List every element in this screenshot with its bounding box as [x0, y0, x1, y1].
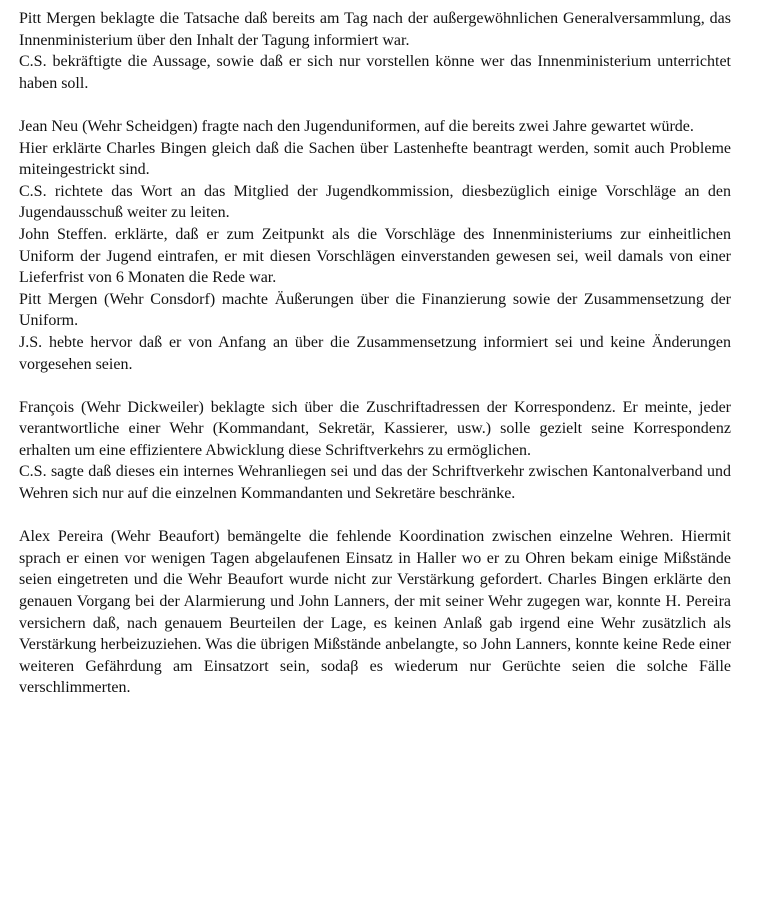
section-korrespondenz [19, 397, 731, 505]
paragraph-gap [19, 94, 731, 116]
paragraph: Pitt Mergen (Wehr Consdorf) machte Äußerungen über die Finanzierung sowie der Zusammensetzung der Uniform. [19, 290, 731, 330]
section-koordination [19, 526, 731, 699]
section-jugenduniformen [19, 116, 731, 375]
paragraph: Pitt Mergen beklagte die Tatsache daß bereits am Tag nach der außergewöhnlichen Generalversammlung, das Innenministerium über den Inhalt der Tagung informiert war. [19, 10, 731, 49]
section-innenministerium [19, 8, 731, 94]
paragraph: Alex Pereira (Wehr Beaufort) bemängelte die fehlende Koordination zwischen einzelne Wehren. Hiermit sprach er einen vor wenigen Tagen abgelaufenen Einsatz in Haller wo er zu Ohren bekam einige Mißstände seien eingetreten und die Wehr Beaufort wurde nicht zur Verstärkung gefordert. Charles Bingen erklärte den genauen Vorgang bei der Alarmierung und John Lanners, der mit seiner Wehr zugegen war, konnte H. Pereira versichern daß, nach genauem Beurteilen der Lage, es keinen Anlaß gab irgend eine Wehr zusätzlich als Verstärkung herbeizuziehen. Was die übrigen Mißstände anbelangte, so John Lanners, konnte keine Rede einer weiteren Gefährdung am Einsatzort sein, sodaβ es wiederum nur Gerüchte seien die solche Fälle verschlimmerten. [19, 528, 731, 697]
paragraph: J.S. hebte hervor daß er von Anfang an über die Zusammensetzung informiert sei und keine Änderungen vorgesehen seien. [19, 333, 731, 373]
paragraph: Hier erklärte Charles Bingen gleich daß die Sachen über Lastenhefte beantragt werden, somit auch Probleme miteingestrickt sind. [19, 139, 731, 179]
paragraph: John Steffen. erklärte, daß er zum Zeitpunkt als die Vorschläge des Innenministeriums zur einheitlichen Uniform der Jugend eintrafen, er mit diesen Vorschlägen einverstanden gewesen sei, weil damals von einer Lieferfrist von 6 Monaten die Rede war. [19, 225, 731, 287]
paragraph: C.S. bekräftigte die Aussage, sowie daß er sich nur vorstellen könne wer das Innenministerium unterrichtet haben soll. [19, 53, 731, 92]
document-page [19, 8, 731, 699]
paragraph-gap [19, 375, 731, 397]
paragraph: C.S. sagte daß dieses ein internes Wehranliegen sei und das der Schriftverkehr zwischen Kantonalverband und Wehren sich nur auf die einzelnen Kommandanten und Sekretäre beschränke. [19, 463, 731, 503]
paragraph: C.S. richtete das Wort an das Mitglied der Jugendkommission, diesbezüglich einige Vorschläge an den Jugendausschuß weiter zu leiten. [19, 182, 731, 222]
paragraph: Jean Neu (Wehr Scheidgen) fragte nach den Jugenduniformen, auf die bereits zwei Jahre gewartet würde. [19, 117, 694, 135]
paragraph: François (Wehr Dickweiler) beklagte sich über die Zuschriftadressen der Korrespondenz. Er meinte, jeder verantwortliche einer Wehr (Kommandant, Sekretär, Kassierer, usw.) solle gezielt seine Korrespondenz erhalten um eine effizientere Abwicklung diese Schriftverkehrs zu ermöglichen. [19, 398, 731, 459]
paragraph-gap [19, 505, 731, 527]
